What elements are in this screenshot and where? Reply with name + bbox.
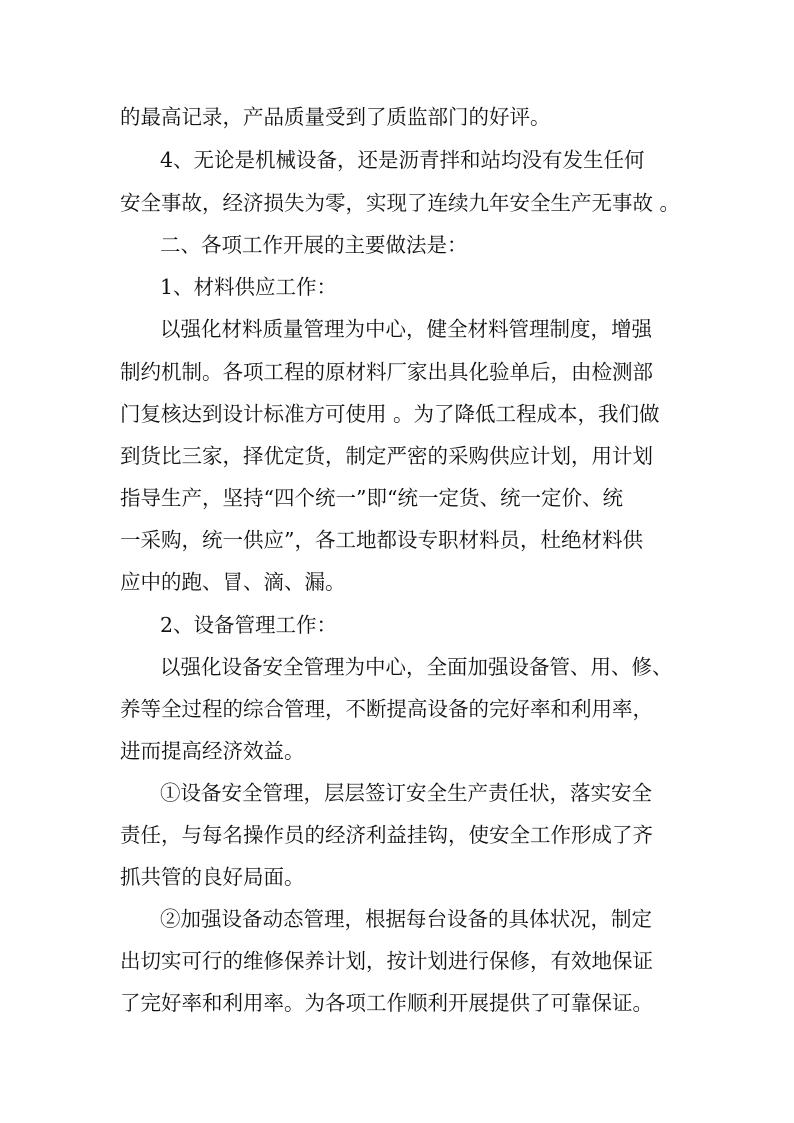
text-line: 指导生产，坚持“四个统一”即“统一定货、统一定价、统 xyxy=(120,486,623,510)
text-line: 门复核达到设计标准方可使用 。为了降低工程成本，我们做 xyxy=(120,402,660,426)
text-line: 了完好率和利用率。为各项工作顺利开展提供了可靠保证。 xyxy=(120,991,653,1015)
text-line: 4、无论是机械设备，还是沥青拌和站均没有发生任何 xyxy=(160,148,645,172)
text-line: 应中的跑、冒、滴、漏。 xyxy=(120,570,346,594)
text-line: 安全事故，经济损失为零，实现了连续九年安全生产无事故 。 xyxy=(120,191,680,215)
text-line: 责任，与每名操作员的经济利益挂钩，使安全工作形成了齐 xyxy=(120,823,653,847)
text-line: ①设备安全管理，层层签订安全生产责任状，落实安全 xyxy=(160,781,652,805)
text-line: 到货比三家，择优定货，制定严密的采购供应计划，用计划 xyxy=(120,444,653,468)
text-line: 制约机制。各项工程的原材料厂家出具化验单后，由检测部 xyxy=(120,360,653,384)
text-line: 进而提高经济效益。 xyxy=(120,739,305,763)
subsection-heading: 2、设备管理工作： xyxy=(160,613,338,637)
subsection-heading: 1、材料供应工作： xyxy=(160,275,338,299)
text-line: ②加强设备动态管理，根据每台设备的具体状况，制定 xyxy=(160,907,652,931)
text-line: 的最高记录，产品质量受到了质监部门的好评。 xyxy=(120,105,551,129)
text-line: 以强化设备安全管理为中心，全面加强设备管、用、修、 xyxy=(160,655,673,679)
text-line: 以强化材料质量管理为中心，健全材料管理制度，增强 xyxy=(160,317,652,341)
text-line: 出切实可行的维修保养计划，按计划进行保修，有效地保证 xyxy=(120,949,653,973)
section-heading: 二、各项工作开展的主要做法是： xyxy=(160,233,468,257)
text-line: 抓共管的良好局面。 xyxy=(120,865,305,889)
text-line: 一采购，统一供应”，各工地都设专职材料员，杜绝材料供 xyxy=(120,528,643,552)
text-line: 养等全过程的综合管理，不断提高设备的完好率和利用率， xyxy=(120,697,653,721)
